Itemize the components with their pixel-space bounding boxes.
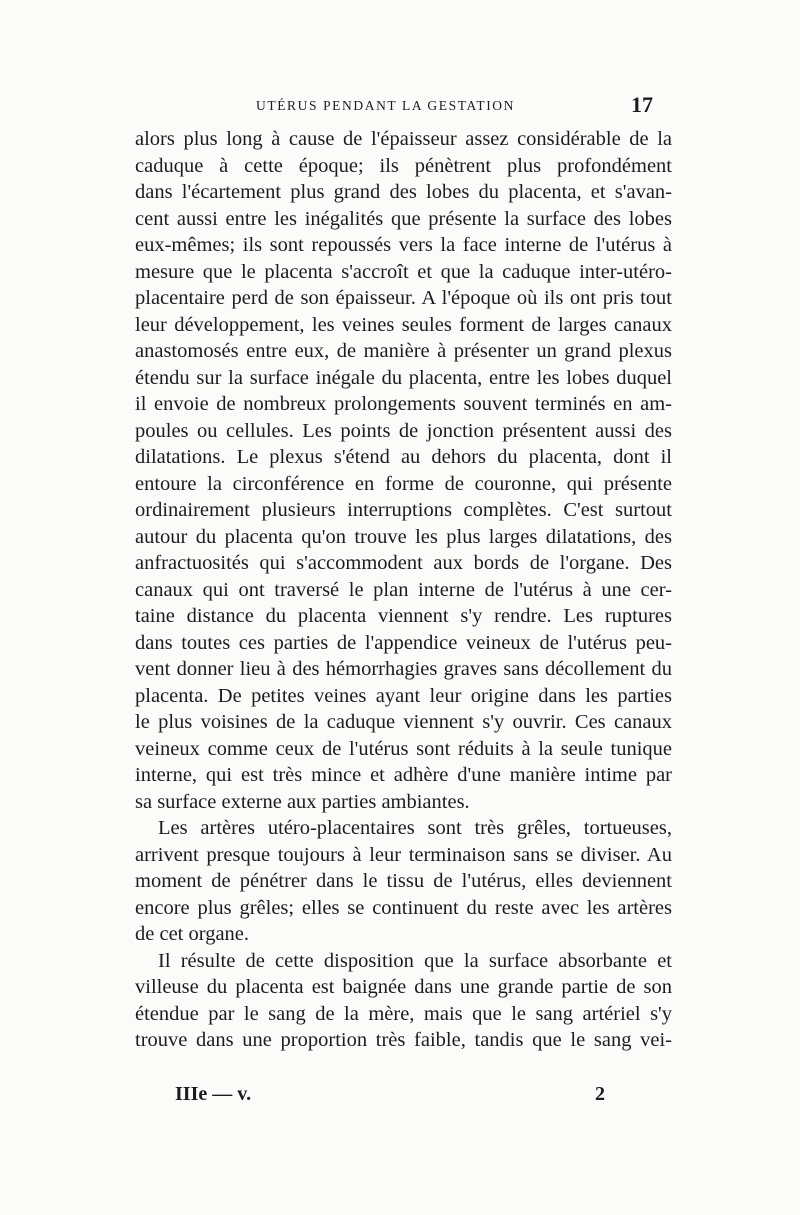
- text-line: encore plus grêles; elles se continuent du reste avec les artères: [135, 896, 672, 919]
- text-line: anastomosés entre eux, de manière à présenter un grand plexus: [135, 340, 672, 362]
- text-line: poules ou cellules. Les points de jonction présentent aussi des: [135, 419, 672, 442]
- text-line: arrivent presque toujours à leur terminaison sans se diviser. Au: [135, 843, 672, 866]
- text-line: mesure que le placenta s'accroît et que la caduque inter-utéro-: [135, 260, 672, 283]
- text-line: veineux comme ceux de l'utérus sont réduits à la seule tunique: [135, 737, 672, 760]
- text-line: entoure la circonférence en forme de couronne, qui présente: [135, 472, 672, 495]
- text-line: dans l'écartement plus grand des lobes du placenta, et s'avan-: [135, 181, 672, 203]
- text-line: taine distance du placenta viennent s'y rendre. Les ruptures: [135, 605, 672, 627]
- text-line: caduque à cette époque; ils pénètrent plus profondément: [135, 154, 672, 177]
- body-text: [135, 126, 672, 1054]
- text-line: étendu sur la surface inégale du placenta, entre les lobes duquel: [135, 366, 672, 389]
- text-line: étendue par le sang de la mère, mais que le sang artériel s'y: [135, 1002, 672, 1025]
- text-line: leur développement, les veines seules forment de larges canaux: [135, 313, 672, 336]
- text-line: cent aussi entre les inégalités que présente la surface des lobes: [135, 207, 672, 230]
- text-line: Il résulte de cette disposition que la surface absorbante et: [158, 949, 672, 972]
- text-line: moment de pénétrer dans le tissu de l'utérus, elles deviennent: [135, 870, 672, 892]
- text-line: anfractuosités qui s'accommodent aux bords de l'organe. Des: [135, 552, 672, 574]
- running-title: UTÉRUS PENDANT LA GESTATION: [256, 98, 515, 113]
- text-line: villeuse du placenta est baignée dans une grande partie de son: [135, 976, 672, 998]
- text-line: placentaire perd de son épaisseur. A l'époque où ils ont pris tout: [135, 287, 672, 309]
- text-line: dans toutes ces parties de l'appendice veineux de l'utérus peu-: [135, 631, 672, 654]
- text-line: placenta. De petites veines ayant leur origine dans les parties: [135, 684, 672, 707]
- page-footer: [175, 1083, 605, 1107]
- page-number: 17: [631, 92, 653, 117]
- text-line: canaux qui ont traversé le plan interne de l'utérus à une cer-: [135, 578, 672, 601]
- text-line: interne, qui est très mince et adhère d'une manière intime par: [135, 764, 672, 786]
- text-line: dilatations. Le plexus s'étend au dehors du placenta, dont il: [135, 446, 672, 468]
- text-line: Les artères utéro-placentaires sont très grêles, tortueuses,: [158, 817, 672, 839]
- text-line: trouve dans une proportion très faible, tandis que le sang vei-: [135, 1029, 672, 1051]
- text-line: ordinairement plusieurs interruptions complètes. C'est surtout: [135, 499, 672, 521]
- text-line: de cet organe.: [135, 923, 250, 945]
- text-line: vent donner lieu à des hémorrhagies graves sans décollement du: [135, 658, 672, 680]
- page-header: [135, 92, 655, 120]
- text-line: sa surface externe aux parties ambiantes.: [135, 790, 470, 813]
- text-line: il envoie de nombreux prolongements souvent terminés en am-: [135, 393, 672, 415]
- text-line: autour du placenta qu'on trouve les plus larges dilatations, des: [135, 525, 672, 548]
- signature-mark: IIIe — v.: [175, 1083, 252, 1105]
- text-line: eux-mêmes; ils sont repoussés vers la face interne de l'utérus à: [135, 234, 672, 256]
- text-line: le plus voisines de la caduque viennent s'y ouvrir. Ces canaux: [135, 711, 672, 733]
- sheet-number: 2: [595, 1083, 605, 1105]
- text-line: alors plus long à cause de l'épaisseur assez considérable de la: [135, 128, 672, 150]
